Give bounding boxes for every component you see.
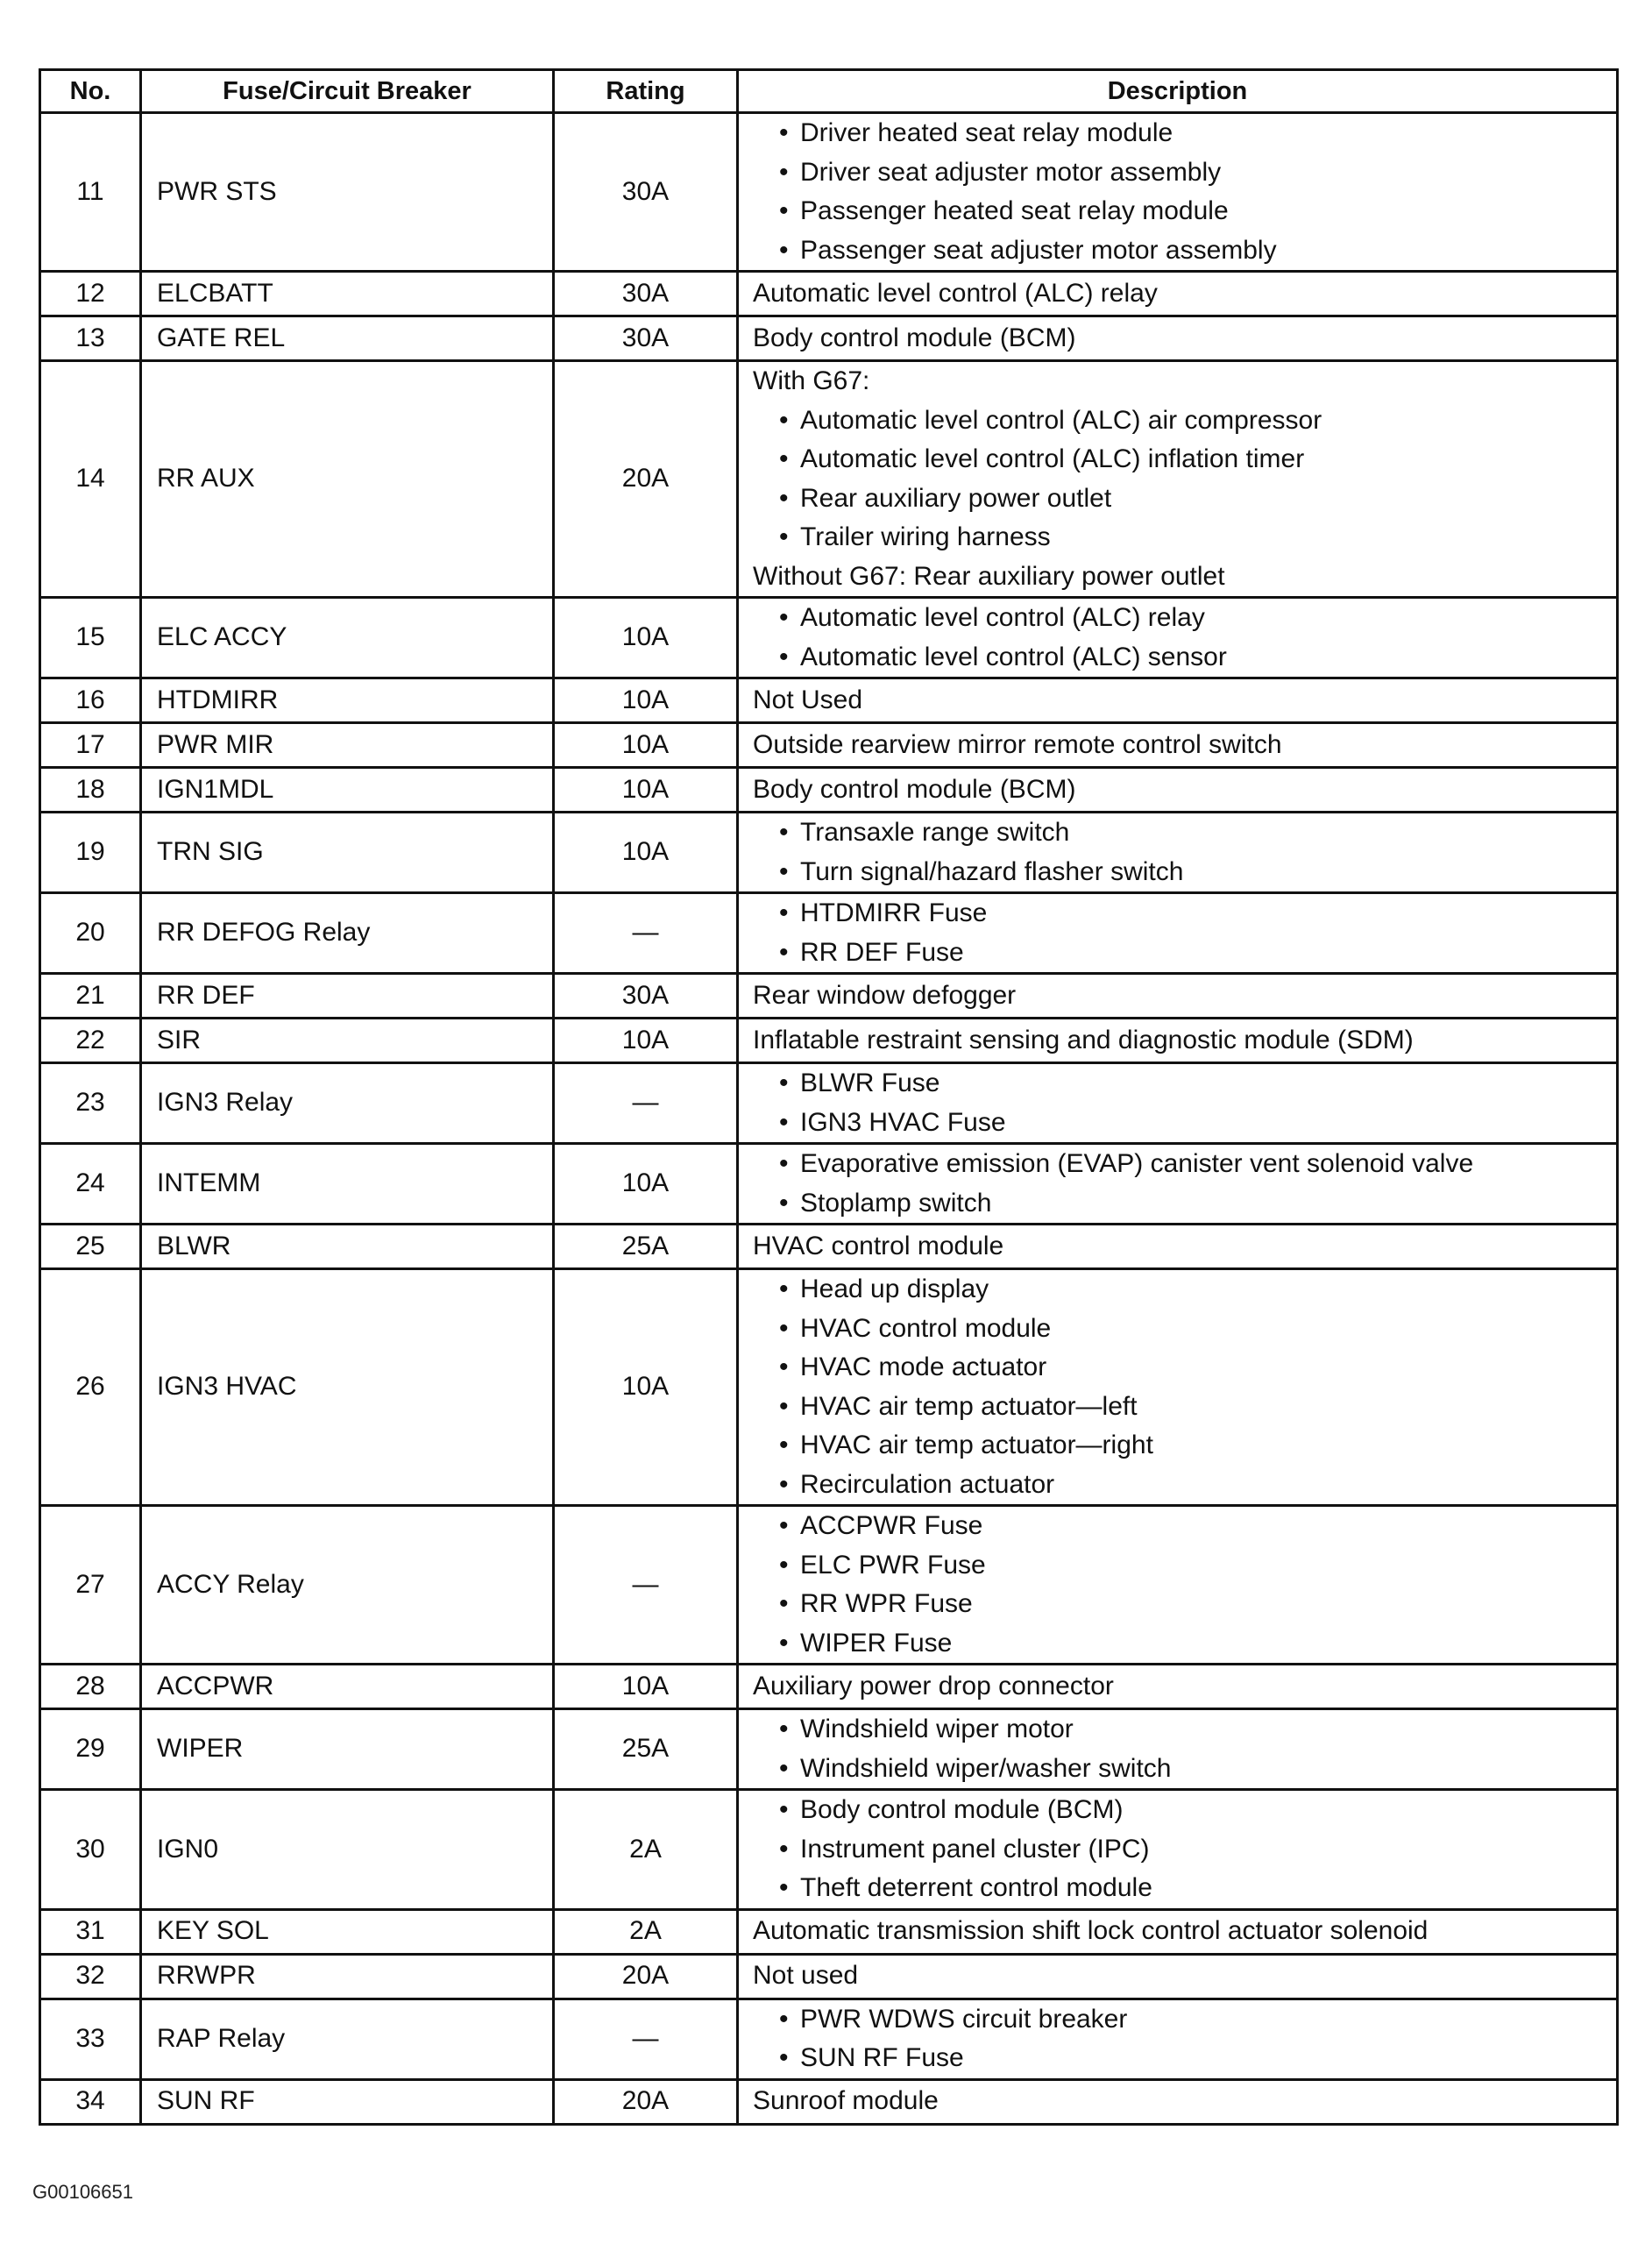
table-row <box>40 2079 1618 2124</box>
fuse-number: 31 <box>40 1909 141 1954</box>
fuse-description <box>738 1709 1618 1790</box>
fuse-number: 24 <box>40 1144 141 1225</box>
description-bullet-item <box>753 192 1616 231</box>
fuse-number: 17 <box>40 723 141 768</box>
bullet-icon: • <box>779 1431 789 1459</box>
description-text: Passenger heated seat relay module <box>800 196 1229 225</box>
description-bullet-item <box>753 1348 1616 1388</box>
fuse-description <box>738 1665 1618 1709</box>
description-line <box>753 1956 1616 1996</box>
bullet-icon: • <box>779 1188 789 1218</box>
table-row <box>40 1506 1618 1665</box>
description-text: Passenger seat adjuster motor assembly <box>800 235 1277 265</box>
description-bullet-item <box>753 2039 1616 2078</box>
bullet-icon: • <box>779 898 789 927</box>
fuse-rating: 20A <box>554 2079 738 2124</box>
description-bullet-item <box>753 1546 1616 1586</box>
table-row <box>40 272 1618 316</box>
header-description: Description <box>738 70 1618 113</box>
bullet-icon: • <box>779 522 789 551</box>
fuse-rating: — <box>554 1063 738 1144</box>
description-text: Stoplamp switch <box>800 1188 992 1218</box>
description-text: SUN RF Fuse <box>800 2043 964 2072</box>
fuse-number: 25 <box>40 1225 141 1269</box>
description-text: Automatic level control (ALC) air compressor <box>800 405 1322 435</box>
fuse-number: 13 <box>40 316 141 361</box>
header-fuse: Fuse/Circuit Breaker <box>141 70 554 113</box>
bullet-icon: • <box>779 1550 789 1580</box>
description-bullet-item <box>753 440 1616 479</box>
fuse-rating: — <box>554 893 738 974</box>
fuse-description <box>738 272 1618 316</box>
description-line <box>753 1021 1616 1061</box>
fuse-name: BLWR <box>141 1225 554 1269</box>
description-text: RR WPR Fuse <box>800 1589 973 1618</box>
fuse-number: 18 <box>40 768 141 813</box>
table-row <box>40 1269 1618 1506</box>
fuse-name: PWR MIR <box>141 723 554 768</box>
table-row <box>40 598 1618 678</box>
fuse-number: 32 <box>40 1954 141 1999</box>
description-line <box>753 362 1616 401</box>
bullet-icon: • <box>779 1628 789 1658</box>
description-bullet-item <box>753 1310 1616 1349</box>
fuse-description <box>738 1144 1618 1225</box>
fuse-description <box>738 893 1618 974</box>
fuse-description <box>738 598 1618 678</box>
description-line <box>753 319 1616 359</box>
fuse-name: INTEMM <box>141 1144 554 1225</box>
fuse-number: 23 <box>40 1063 141 1144</box>
description-bullet-item <box>753 153 1616 193</box>
fuse-number: 28 <box>40 1665 141 1709</box>
bullet-icon: • <box>779 1873 789 1902</box>
description-text: Rear window defogger <box>753 980 1017 1010</box>
header-no: No. <box>40 70 141 113</box>
description-text: Trailer wiring harness <box>800 522 1051 551</box>
fuse-name: SIR <box>141 1019 554 1063</box>
bullet-icon: • <box>779 856 789 886</box>
description-text: With G67: <box>753 366 870 395</box>
description-text: Instrument panel cluster (IPC) <box>800 1834 1150 1864</box>
fuse-rating: 10A <box>554 723 738 768</box>
description-text: Automatic level control (ALC) relay <box>753 278 1158 308</box>
fuse-name: KEY SOL <box>141 1909 554 1954</box>
fuse-description <box>738 113 1618 272</box>
table-row <box>40 678 1618 723</box>
table-row <box>40 813 1618 893</box>
table-row <box>40 768 1618 813</box>
description-text: Body control module (BCM) <box>800 1795 1124 1824</box>
fuse-description <box>738 1063 1618 1144</box>
fuse-number: 27 <box>40 1506 141 1665</box>
table-row <box>40 723 1618 768</box>
fuse-number: 11 <box>40 113 141 272</box>
description-text: Recirculation actuator <box>800 1469 1055 1499</box>
description-text: Rear auxiliary power outlet <box>800 483 1112 513</box>
description-bullet-item <box>753 231 1616 271</box>
description-text: ELC PWR Fuse <box>800 1550 986 1580</box>
description-text: HVAC air temp actuator—right <box>800 1431 1153 1459</box>
description-line <box>753 1227 1616 1267</box>
fuse-description <box>738 1225 1618 1269</box>
table-row <box>40 1709 1618 1790</box>
table-row <box>40 1999 1618 2079</box>
bullet-icon: • <box>779 937 789 967</box>
fuse-number: 14 <box>40 361 141 598</box>
fuse-description <box>738 1269 1618 1506</box>
description-text: WIPER Fuse <box>800 1628 953 1658</box>
description-text: Without G67: Rear auxiliary power outlet <box>753 561 1225 591</box>
description-bullet-item <box>753 1624 1616 1664</box>
bullet-icon: • <box>779 818 789 847</box>
fuse-name: RAP Relay <box>141 1999 554 2079</box>
description-text: Inflatable restraint sensing and diagnostic module (SDM) <box>753 1025 1414 1054</box>
bullet-icon: • <box>779 1353 789 1381</box>
fuse-rating: 10A <box>554 1269 738 1506</box>
description-text: Sunroof module <box>753 2086 939 2116</box>
description-text: Driver heated seat relay module <box>800 118 1173 147</box>
description-bullet-item <box>753 1184 1616 1224</box>
fuse-rating: — <box>554 1999 738 2079</box>
fuse-description <box>738 974 1618 1019</box>
description-bullet-item <box>753 479 1616 519</box>
fuse-name: RR DEF <box>141 974 554 1019</box>
description-text: Body control module (BCM) <box>753 323 1076 352</box>
fuse-description <box>738 1909 1618 1954</box>
fuse-rating: 30A <box>554 272 738 316</box>
description-text: Not used <box>753 1961 859 1991</box>
description-line <box>753 1667 1616 1707</box>
description-line <box>753 274 1616 314</box>
bullet-icon: • <box>779 483 789 513</box>
fuse-name: ACCY Relay <box>141 1506 554 1665</box>
fuse-name: RRWPR <box>141 1954 554 1999</box>
fuse-number: 21 <box>40 974 141 1019</box>
bullet-icon: • <box>779 1275 789 1303</box>
description-text: Auxiliary power drop connector <box>753 1671 1114 1701</box>
table-row <box>40 893 1618 974</box>
bullet-icon: • <box>779 196 789 225</box>
fuse-description <box>738 813 1618 893</box>
fuse-name: ELC ACCY <box>141 598 554 678</box>
fuse-rating: 20A <box>554 1954 738 1999</box>
description-bullet-item <box>753 853 1616 892</box>
fuse-number: 22 <box>40 1019 141 1063</box>
fuse-name: HTDMIRR <box>141 678 554 723</box>
table-header-row <box>40 70 1618 113</box>
description-text: Automatic level control (ALC) relay <box>800 603 1205 632</box>
bullet-icon: • <box>779 1753 789 1783</box>
bullet-icon: • <box>779 1149 789 1178</box>
description-text: RR DEF Fuse <box>800 937 964 967</box>
table-row <box>40 1909 1618 1954</box>
description-text: Automatic level control (ALC) sensor <box>800 642 1227 671</box>
fuse-rating: 2A <box>554 1909 738 1954</box>
description-text: Automatic transmission shift lock control actuator solenoid <box>753 1916 1429 1946</box>
fuse-name: ELCBATT <box>141 272 554 316</box>
description-text: Automatic level control (ALC) inflation timer <box>800 444 1305 473</box>
description-bullet-item <box>753 401 1616 441</box>
description-text: Not Used <box>753 685 863 714</box>
table-row <box>40 1019 1618 1063</box>
fuse-name: IGN3 HVAC <box>141 1269 554 1506</box>
fuse-description <box>738 2079 1618 2124</box>
table-row <box>40 1225 1618 1269</box>
table-row <box>40 1954 1618 1999</box>
bullet-icon: • <box>779 405 789 435</box>
description-bullet-item <box>753 1791 1616 1830</box>
table-row <box>40 1063 1618 1144</box>
fuse-rating: — <box>554 1506 738 1665</box>
fuse-rating: 30A <box>554 974 738 1019</box>
description-bullet-item <box>753 1388 1616 1427</box>
fuse-description <box>738 1954 1618 1999</box>
description-line <box>753 2082 1616 2121</box>
description-bullet-item <box>753 518 1616 557</box>
description-line <box>753 1912 1616 1951</box>
fuse-number: 30 <box>40 1790 141 1910</box>
fuse-number: 15 <box>40 598 141 678</box>
table-row <box>40 316 1618 361</box>
bullet-icon: • <box>779 1313 789 1343</box>
fuse-description <box>738 723 1618 768</box>
fuse-number: 26 <box>40 1269 141 1506</box>
fuse-number: 16 <box>40 678 141 723</box>
description-bullet-item <box>753 1869 1616 1908</box>
fuse-name: TRN SIG <box>141 813 554 893</box>
description-text: HVAC mode actuator <box>800 1353 1047 1381</box>
description-bullet-item <box>753 638 1616 678</box>
bullet-icon: • <box>779 118 789 147</box>
table-row <box>40 1665 1618 1709</box>
description-bullet-item <box>753 1585 1616 1624</box>
bullet-icon: • <box>779 1391 789 1421</box>
description-bullet-item <box>753 1145 1616 1184</box>
fuse-number: 34 <box>40 2079 141 2124</box>
fuse-name: ACCPWR <box>141 1665 554 1709</box>
fuse-name: SUN RF <box>141 2079 554 2124</box>
description-bullet-item <box>753 894 1616 934</box>
fuse-name: RR DEFOG Relay <box>141 893 554 974</box>
fuse-rating: 10A <box>554 768 738 813</box>
bullet-icon: • <box>779 157 789 187</box>
bullet-icon: • <box>779 1469 789 1499</box>
description-bullet-item <box>753 1507 1616 1546</box>
fuse-name: GATE REL <box>141 316 554 361</box>
fuse-rating: 10A <box>554 678 738 723</box>
bullet-icon: • <box>779 2004 789 2034</box>
fuse-rating: 2A <box>554 1790 738 1910</box>
description-text: BLWR Fuse <box>800 1069 940 1097</box>
description-bullet-item <box>753 1466 1616 1505</box>
description-line <box>753 681 1616 721</box>
bullet-icon: • <box>779 1069 789 1097</box>
bullet-icon: • <box>779 1107 789 1137</box>
description-bullet-item <box>753 1426 1616 1466</box>
fuse-rating: 30A <box>554 316 738 361</box>
description-text: HTDMIRR Fuse <box>800 898 988 927</box>
description-text: Outside rearview mirror remote control switch <box>753 729 1282 759</box>
bullet-icon: • <box>779 1795 789 1824</box>
description-text: Driver seat adjuster motor assembly <box>800 157 1222 187</box>
fuse-rating: 30A <box>554 113 738 272</box>
figure-id: G00106651 <box>32 2181 133 2203</box>
description-text: PWR WDWS circuit breaker <box>800 2004 1128 2034</box>
fuse-number: 12 <box>40 272 141 316</box>
description-text: Body control module (BCM) <box>753 774 1076 804</box>
description-bullet-item <box>753 1104 1616 1143</box>
description-bullet-item <box>753 1064 1616 1104</box>
fuse-name: IGN3 Relay <box>141 1063 554 1144</box>
description-bullet-item <box>753 1830 1616 1870</box>
description-bullet-item <box>753 1750 1616 1789</box>
fuse-rating: 10A <box>554 598 738 678</box>
fuse-name: WIPER <box>141 1709 554 1790</box>
bullet-icon: • <box>779 444 789 473</box>
description-line <box>753 726 1616 765</box>
description-line <box>753 770 1616 810</box>
table-row <box>40 1144 1618 1225</box>
description-text: IGN3 HVAC Fuse <box>800 1107 1006 1137</box>
fuse-description <box>738 768 1618 813</box>
bullet-icon: • <box>779 642 789 671</box>
bullet-icon: • <box>779 2043 789 2072</box>
fuse-number: 33 <box>40 1999 141 2079</box>
description-text: Transaxle range switch <box>800 818 1070 847</box>
table-row <box>40 1790 1618 1910</box>
description-bullet-item <box>753 1710 1616 1750</box>
description-text: HVAC control module <box>753 1231 1004 1260</box>
description-bullet-item <box>753 114 1616 153</box>
table-body <box>40 113 1618 2125</box>
header-rating: Rating <box>554 70 738 113</box>
fuse-table <box>39 68 1619 2126</box>
bullet-icon: • <box>779 1715 789 1743</box>
fuse-rating: 25A <box>554 1225 738 1269</box>
table-row <box>40 113 1618 272</box>
fuse-description <box>738 1506 1618 1665</box>
description-text: Head up display <box>800 1275 989 1303</box>
fuse-number: 29 <box>40 1709 141 1790</box>
fuse-number: 20 <box>40 893 141 974</box>
bullet-icon: • <box>779 603 789 632</box>
fuse-number: 19 <box>40 813 141 893</box>
description-bullet-item <box>753 813 1616 853</box>
fuse-rating: 10A <box>554 1144 738 1225</box>
fuse-name: IGN0 <box>141 1790 554 1910</box>
description-text: Theft deterrent control module <box>800 1873 1152 1902</box>
description-line <box>753 976 1616 1016</box>
description-text: HVAC air temp actuator—left <box>800 1391 1138 1421</box>
fuse-rating: 25A <box>554 1709 738 1790</box>
description-text: Turn signal/hazard flasher switch <box>800 856 1184 886</box>
description-bullet-item <box>753 2000 1616 2040</box>
fuse-description <box>738 1019 1618 1063</box>
fuse-name: RR AUX <box>141 361 554 598</box>
fuse-rating: 10A <box>554 813 738 893</box>
bullet-icon: • <box>779 235 789 265</box>
description-text: Evaporative emission (EVAP) canister vent solenoid valve <box>800 1149 1474 1178</box>
fuse-name: PWR STS <box>141 113 554 272</box>
table-row <box>40 974 1618 1019</box>
fuse-rating: 10A <box>554 1665 738 1709</box>
description-bullet-item <box>753 934 1616 973</box>
fuse-rating: 20A <box>554 361 738 598</box>
fuse-rating: 10A <box>554 1019 738 1063</box>
description-text: Windshield wiper motor <box>800 1715 1074 1743</box>
description-line <box>753 557 1616 597</box>
bullet-icon: • <box>779 1834 789 1864</box>
fuse-name: IGN1MDL <box>141 768 554 813</box>
table-row <box>40 361 1618 598</box>
description-bullet-item <box>753 1270 1616 1310</box>
bullet-icon: • <box>779 1589 789 1618</box>
fuse-description <box>738 678 1618 723</box>
description-text: ACCPWR Fuse <box>800 1511 983 1540</box>
description-text: HVAC control module <box>800 1313 1052 1343</box>
fuse-description <box>738 1790 1618 1910</box>
fuse-description <box>738 361 1618 598</box>
fuse-description <box>738 316 1618 361</box>
bullet-icon: • <box>779 1511 789 1540</box>
description-text: Windshield wiper/washer switch <box>800 1753 1172 1783</box>
fuse-description <box>738 1999 1618 2079</box>
description-bullet-item <box>753 599 1616 638</box>
